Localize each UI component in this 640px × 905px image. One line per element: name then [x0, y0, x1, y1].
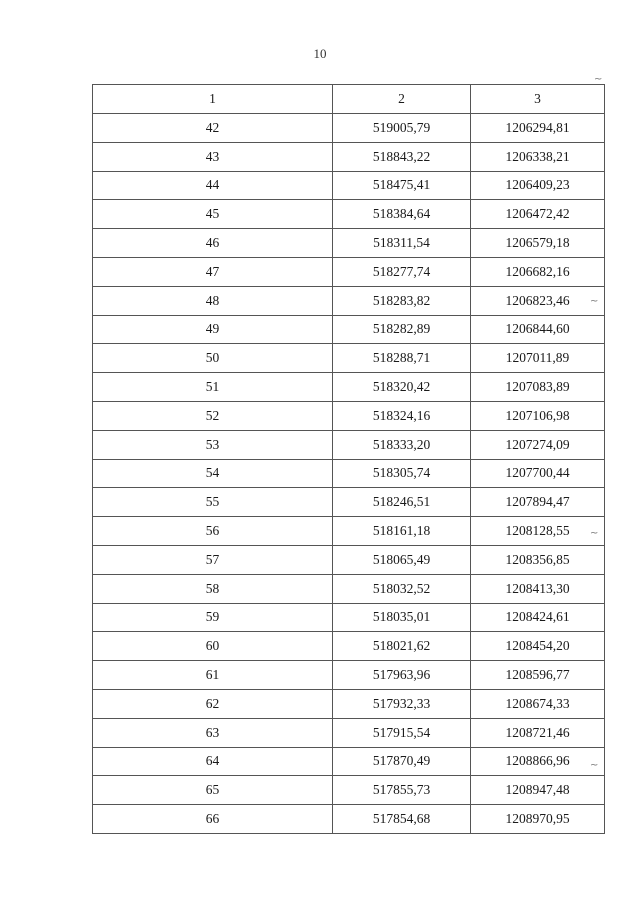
table-row: [93, 776, 605, 805]
table-row: [93, 373, 605, 402]
y-coordinate-cell: 1207894,47: [471, 488, 605, 517]
point-number-cell: 45: [93, 200, 333, 229]
scan-mark: ~: [594, 74, 603, 85]
table-row: [93, 229, 605, 258]
scan-mark: ~: [590, 528, 599, 539]
point-number-cell: 49: [93, 315, 333, 344]
table-row: [93, 142, 605, 171]
point-number-cell: 48: [93, 286, 333, 315]
point-number-cell: 56: [93, 517, 333, 546]
y-coordinate-cell: 1206472,42: [471, 200, 605, 229]
point-number-cell: 66: [93, 805, 333, 834]
point-number-cell: 55: [93, 488, 333, 517]
page-number: 10: [313, 46, 327, 61]
y-coordinate-cell: 1206338,21: [471, 142, 605, 171]
point-number-cell: 62: [93, 689, 333, 718]
point-number-cell: 60: [93, 632, 333, 661]
x-coordinate-cell: 518320,42: [333, 373, 471, 402]
y-coordinate-cell: 1207700,44: [471, 459, 605, 488]
y-coordinate-cell: 1207274,09: [471, 430, 605, 459]
y-coordinate-cell: 1208866,96: [471, 747, 605, 776]
y-coordinate-cell: 1207083,89: [471, 373, 605, 402]
header-row: [93, 85, 605, 114]
y-coordinate-cell: 1208424,61: [471, 603, 605, 632]
table-row: [93, 171, 605, 200]
y-coordinate-cell: 1208970,95: [471, 805, 605, 834]
x-coordinate-cell: 518021,62: [333, 632, 471, 661]
point-number-cell: 44: [93, 171, 333, 200]
x-coordinate-cell: 518032,52: [333, 574, 471, 603]
y-coordinate-cell: 1208454,20: [471, 632, 605, 661]
scan-mark: ~: [590, 296, 599, 307]
x-coordinate-cell: 518283,82: [333, 286, 471, 315]
column-header-1: 1: [93, 85, 333, 114]
y-coordinate-cell: 1208947,48: [471, 776, 605, 805]
point-number-cell: 58: [93, 574, 333, 603]
y-coordinate-cell: 1206294,81: [471, 114, 605, 143]
table-row: [93, 718, 605, 747]
x-coordinate-cell: 518305,74: [333, 459, 471, 488]
x-coordinate-cell: 518246,51: [333, 488, 471, 517]
y-coordinate-cell: 1207106,98: [471, 401, 605, 430]
point-number-cell: 61: [93, 661, 333, 690]
point-number-cell: 47: [93, 257, 333, 286]
x-coordinate-cell: 518311,54: [333, 229, 471, 258]
point-number-cell: 53: [93, 430, 333, 459]
table-row: [93, 430, 605, 459]
column-header-2: 2: [333, 85, 471, 114]
point-number-cell: 43: [93, 142, 333, 171]
table-row: [93, 632, 605, 661]
y-coordinate-cell: 1206579,18: [471, 229, 605, 258]
table-row: [93, 257, 605, 286]
point-number-cell: 52: [93, 401, 333, 430]
point-number-cell: 59: [93, 603, 333, 632]
column-header-3: 3: [471, 85, 605, 114]
y-coordinate-cell: 1208413,30: [471, 574, 605, 603]
point-number-cell: 51: [93, 373, 333, 402]
point-number-cell: 57: [93, 545, 333, 574]
table-row: [93, 545, 605, 574]
point-number-cell: 63: [93, 718, 333, 747]
point-number-cell: 50: [93, 344, 333, 373]
y-coordinate-cell: 1207011,89: [471, 344, 605, 373]
y-coordinate-cell: 1208674,33: [471, 689, 605, 718]
y-coordinate-cell: 1208356,85: [471, 545, 605, 574]
x-coordinate-cell: 517870,49: [333, 747, 471, 776]
table-row: [93, 315, 605, 344]
table-row: [93, 661, 605, 690]
table-body: [93, 114, 605, 834]
y-coordinate-cell: 1206409,23: [471, 171, 605, 200]
y-coordinate-cell: 1208721,46: [471, 718, 605, 747]
x-coordinate-cell: 517855,73: [333, 776, 471, 805]
table-row: [93, 286, 605, 315]
table-row: [93, 689, 605, 718]
table-row: [93, 200, 605, 229]
table-row: [93, 459, 605, 488]
x-coordinate-cell: 518475,41: [333, 171, 471, 200]
x-coordinate-cell: 517854,68: [333, 805, 471, 834]
x-coordinate-cell: 518333,20: [333, 430, 471, 459]
point-number-cell: 46: [93, 229, 333, 258]
x-coordinate-cell: 517915,54: [333, 718, 471, 747]
table-row: [93, 401, 605, 430]
point-number-cell: 42: [93, 114, 333, 143]
y-coordinate-cell: 1208128,55: [471, 517, 605, 546]
x-coordinate-cell: 518065,49: [333, 545, 471, 574]
table-row: [93, 603, 605, 632]
table-row: [93, 747, 605, 776]
y-coordinate-cell: 1206682,16: [471, 257, 605, 286]
coordinates-table: [92, 84, 605, 834]
x-coordinate-cell: 519005,79: [333, 114, 471, 143]
point-number-cell: 64: [93, 747, 333, 776]
x-coordinate-cell: 518035,01: [333, 603, 471, 632]
table-row: [93, 344, 605, 373]
x-coordinate-cell: 518277,74: [333, 257, 471, 286]
y-coordinate-cell: 1206823,46: [471, 286, 605, 315]
x-coordinate-cell: 518843,22: [333, 142, 471, 171]
x-coordinate-cell: 517963,96: [333, 661, 471, 690]
table-row: [93, 114, 605, 143]
x-coordinate-cell: 518282,89: [333, 315, 471, 344]
table-row: [93, 488, 605, 517]
point-number-cell: 54: [93, 459, 333, 488]
table-header: [93, 85, 605, 114]
x-coordinate-cell: 518324,16: [333, 401, 471, 430]
coordinates-table-container: [92, 84, 604, 834]
table-row: [93, 517, 605, 546]
y-coordinate-cell: 1208596,77: [471, 661, 605, 690]
table-row: [93, 805, 605, 834]
y-coordinate-cell: 1206844,60: [471, 315, 605, 344]
x-coordinate-cell: 517932,33: [333, 689, 471, 718]
x-coordinate-cell: 518161,18: [333, 517, 471, 546]
scan-mark: ~: [590, 760, 599, 771]
point-number-cell: 65: [93, 776, 333, 805]
x-coordinate-cell: 518288,71: [333, 344, 471, 373]
x-coordinate-cell: 518384,64: [333, 200, 471, 229]
table-row: [93, 574, 605, 603]
